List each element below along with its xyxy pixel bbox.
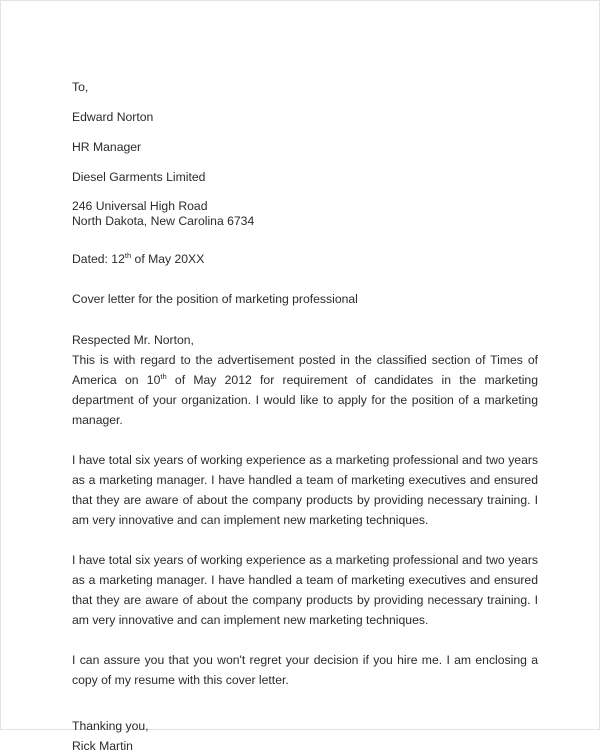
date-suffix: of May 20XX — [131, 252, 205, 266]
valediction: Thanking you, — [72, 719, 149, 733]
recipient-company: Diesel Garments Limited — [72, 170, 206, 184]
date-prefix: Dated: 12 — [72, 252, 125, 266]
recipient-name: Edward Norton — [72, 110, 154, 124]
salutation-line: Respected Mr. Norton, — [72, 333, 194, 347]
paragraph-1-ordinal-suffix: th — [160, 371, 167, 381]
recipient-block — [72, 77, 538, 228]
body-paragraph-2: I have total six years of working experience as a marketing professional and two years as a marketing manager. I have handled a team of marketing executives and ensured that they are aware of about the company products by providing necessary training. I am very innovative and can implement new marketing techniques. — [72, 453, 538, 527]
recipient-title: HR Manager — [72, 140, 142, 154]
date-line — [72, 249, 538, 269]
paragraph-1-part-1: This is with regard to the advertisement posted in the classified section of Times of America on 10 — [72, 353, 538, 387]
paragraph-1-part-2: of May 2012 for requirement of candidates in the marketing department of your organization. I would like to apply for the position of a marketing manager. — [72, 373, 538, 427]
recipient-address — [72, 199, 538, 228]
letter-body — [72, 77, 538, 756]
date-ordinal-suffix: th — [124, 250, 132, 260]
to-label: To, — [72, 80, 89, 94]
body-paragraph-1 — [72, 350, 538, 430]
body-paragraph-3: I have total six years of working experience as a marketing professional and two years as a marketing manager. I have handled a team of marketing executives and ensured that they are aware of about the company products by providing necessary training. I am very innovative and can implement new marketing techniques. — [72, 553, 538, 627]
address-line-street: 246 Universal High Road — [72, 199, 208, 213]
address-line-city: North Dakota, New Carolina 6734 — [72, 213, 255, 228]
sender-name: Rick Martin — [72, 739, 133, 753]
body-paragraph-4: I can assure you that you won't regret your decision if you hire me. I am enclosing a copy of my resume with this cover letter. — [72, 653, 538, 687]
subject-line: Cover letter for the position of marketing professional — [72, 292, 358, 306]
closing-block — [72, 716, 538, 756]
